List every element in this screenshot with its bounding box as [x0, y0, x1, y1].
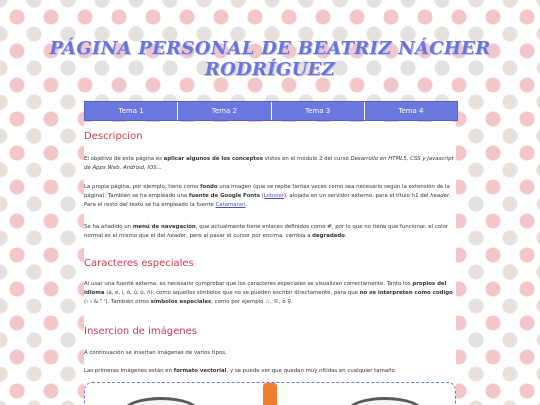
- heading-imagenes: Insercion de imágenes: [84, 326, 197, 337]
- paragraph-caracteres: Al usar una fuente externa, es necesario comprobar que los caracteres especiales se visualizan correctamente. Tanto los propios del idioma (á, é, í, ó, ú, ü, ñ), como aquellos símbolos que no se pueden escribir directamente, para que no se interpreten como codigo (‹ › & " '). También otros símbolos especiales, como por ejemplo ☆, ©, o ♀.: [84, 281, 453, 305]
- nav-item-tema-1[interactable]: Tema 1: [85, 102, 178, 120]
- vector-image-disk-2: [347, 397, 423, 405]
- image-gallery-frame: [84, 382, 456, 405]
- paragraph-vectorial: Las primeras imágenes están en formato vectorial, y se puede ver que quedan muy nítidas en cualquier tamaño.: [84, 368, 397, 374]
- nav-item-tema-3[interactable]: Tema 3: [272, 102, 365, 120]
- nav-item-tema-2[interactable]: Tema 2: [178, 102, 271, 120]
- nav-item-tema-4[interactable]: Tema 4: [398, 107, 424, 115]
- paragraph-objetivo: El objetivo de esta página es aplicar algunos de los conceptos vistos en el módulo 2 del curso Desarrollo en HTML5, CSS y Javascript de Apps Web, Android, IOS...: [84, 156, 454, 171]
- heading-caracteres: Caracteres especiales: [84, 258, 194, 269]
- page-title: PÁGINA PERSONAL DE BEATRIZ NÁCHER RODRÍGUEZ: [49, 38, 491, 80]
- paragraph-imagenes-intro: A continuación se insertan imágenes de varios tipos.: [84, 350, 227, 356]
- link-catamaran[interactable]: Catamaran: [215, 202, 246, 208]
- paragraph-fondo: La propia página, por ejemplo, tiene como fondo una imagen (que se repite tantas veces como sea necesario según la extensión de la página). También se ha empleado una fuente de Google Fonts (Lobster), alojada en un servidor externo, para el título h1 del header. Para el resto del texto se ha empleado la fuente Catamaran.: [84, 184, 451, 208]
- paragraph-menu: Se ha añadido un menú de navegación, que actualmente tiene enlaces definidos como #, por lo que no tiene que funcionar. el color normal es el mismo que el del header, pero al pasar el cursor por encima, cambia a degradado.: [84, 224, 449, 239]
- heading-descripcion: Descripcion: [84, 131, 143, 142]
- vector-image-disk-1: [123, 397, 199, 405]
- vector-image-orange-shape: [263, 383, 277, 405]
- navigation-menu: [84, 101, 458, 121]
- link-lobster[interactable]: Lobster: [263, 193, 284, 199]
- main-content: [84, 122, 456, 405]
